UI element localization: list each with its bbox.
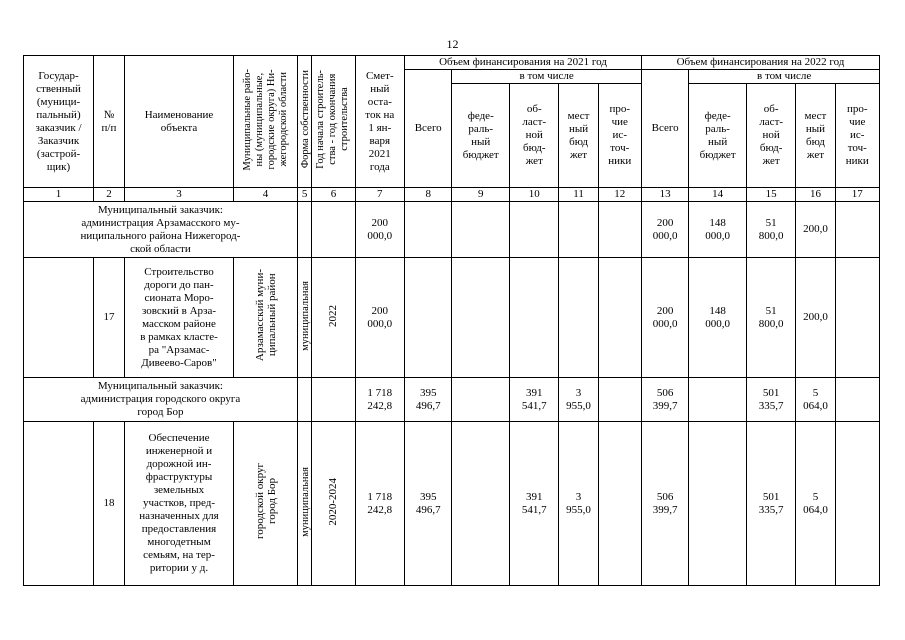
column-number-row bbox=[24, 188, 880, 202]
column-number: 8 bbox=[405, 188, 452, 202]
estimated-balance: 200 000,0 bbox=[355, 202, 404, 258]
column-number: 13 bbox=[641, 188, 688, 202]
total-2021 bbox=[405, 202, 452, 258]
table-cell bbox=[24, 258, 94, 378]
header-other-2021: про- чие ис- точ- ники bbox=[598, 84, 641, 188]
other-2021 bbox=[598, 422, 641, 586]
column-number: 10 bbox=[510, 188, 559, 202]
header-local-2021: мест ный бюд жет bbox=[559, 84, 598, 188]
other-2022 bbox=[835, 422, 879, 586]
regional-2021: 391 541,7 bbox=[510, 378, 559, 422]
local-2021 bbox=[559, 258, 598, 378]
federal-2021 bbox=[452, 422, 510, 586]
other-2022 bbox=[835, 378, 879, 422]
total-2022: 200 000,0 bbox=[641, 258, 688, 378]
other-2021 bbox=[598, 202, 641, 258]
customer-name: Муниципальный заказчик: администрация городского округа город Бор bbox=[24, 378, 298, 422]
page-number: 12 bbox=[446, 37, 459, 51]
regional-2022: 51 800,0 bbox=[746, 202, 795, 258]
row-number: 18 bbox=[94, 422, 125, 586]
column-number: 15 bbox=[746, 188, 795, 202]
header-row-1 bbox=[24, 56, 880, 70]
customer-row bbox=[24, 378, 880, 422]
local-2022: 5 064,0 bbox=[796, 422, 835, 586]
construction-years: 2022 bbox=[327, 304, 340, 327]
header-other-2022: про- чие ис- точ- ники bbox=[835, 84, 879, 188]
column-number: 12 bbox=[598, 188, 641, 202]
header-funding-2022: Объем финансирования на 2022 год bbox=[641, 56, 879, 70]
object-name: Строительство дороги до пан- сионата Моро- зовский в Арза- масском районе в рамках класте- ра "Арзамас- Дивеево-Саров" bbox=[124, 258, 233, 378]
table-cell bbox=[297, 202, 311, 258]
header-years: Год начала строитель- ства - год окончания строительства bbox=[312, 56, 355, 188]
local-2021: 3 955,0 bbox=[559, 422, 598, 586]
federal-2022 bbox=[689, 378, 747, 422]
header-total-2022: Всего bbox=[641, 70, 688, 188]
estimated-balance: 1 718 242,8 bbox=[355, 422, 404, 586]
other-2022 bbox=[835, 258, 879, 378]
federal-2022 bbox=[689, 422, 747, 586]
header-ownership: Форма собственности bbox=[297, 56, 311, 188]
ownership-cell bbox=[297, 422, 311, 586]
customer-row bbox=[24, 202, 880, 258]
table-cell bbox=[297, 378, 311, 422]
district-name: Арзамасский муни- ципальный район bbox=[253, 269, 278, 362]
header-balance: Смет- ный оста- ток на 1 ян- варя 2021 года bbox=[355, 56, 404, 188]
district-name: городской округ город Бор bbox=[253, 463, 278, 540]
district-cell bbox=[234, 258, 298, 378]
table-cell bbox=[312, 202, 355, 258]
estimated-balance: 1 718 242,8 bbox=[355, 378, 404, 422]
total-2022: 506 399,7 bbox=[641, 378, 688, 422]
total-2021: 395 496,7 bbox=[405, 422, 452, 586]
funding-table bbox=[23, 55, 880, 586]
table-cell bbox=[24, 422, 94, 586]
header-including-2022: в том числе bbox=[689, 70, 880, 84]
local-2022: 5 064,0 bbox=[796, 378, 835, 422]
total-2021: 395 496,7 bbox=[405, 378, 452, 422]
header-customer: Государ- ственный (муници- пальный) заказчик / Заказчик (застрой- щик) bbox=[24, 56, 94, 188]
regional-2021 bbox=[510, 258, 559, 378]
years-cell bbox=[312, 258, 355, 378]
total-2022: 200 000,0 bbox=[641, 202, 688, 258]
column-number: 3 bbox=[124, 188, 233, 202]
column-number: 5 bbox=[297, 188, 311, 202]
customer-name: Муниципальный заказчик: администрация Арзамасского му- ниципального района Нижегород- ской области bbox=[24, 202, 298, 258]
object-row bbox=[24, 422, 880, 586]
header-regional-2021: об- ласт- ной бюд- жет bbox=[510, 84, 559, 188]
regional-2022: 501 335,7 bbox=[746, 378, 795, 422]
header-including-2021: в том числе bbox=[452, 70, 642, 84]
column-number: 11 bbox=[559, 188, 598, 202]
row-number: 17 bbox=[94, 258, 125, 378]
column-number: 14 bbox=[689, 188, 747, 202]
federal-2021 bbox=[452, 202, 510, 258]
federal-2021 bbox=[452, 258, 510, 378]
regional-2022: 501 335,7 bbox=[746, 422, 795, 586]
ownership-form: муниципальная bbox=[299, 280, 311, 351]
column-number: 16 bbox=[796, 188, 835, 202]
local-2022: 200,0 bbox=[796, 258, 835, 378]
other-2022 bbox=[835, 202, 879, 258]
ownership-cell bbox=[297, 258, 311, 378]
total-2022: 506 399,7 bbox=[641, 422, 688, 586]
column-number: 17 bbox=[835, 188, 879, 202]
table-cell bbox=[312, 378, 355, 422]
other-2021 bbox=[598, 258, 641, 378]
header-federal-2021: феде- раль- ный бюджет bbox=[452, 84, 510, 188]
ownership-form: муниципальная bbox=[299, 466, 311, 537]
header-object-name: Наименование объекта bbox=[124, 56, 233, 188]
column-number: 1 bbox=[24, 188, 94, 202]
column-number: 7 bbox=[355, 188, 404, 202]
header-federal-2022: феде- раль- ный бюджет bbox=[689, 84, 747, 188]
federal-2022: 148 000,0 bbox=[689, 258, 747, 378]
local-2021: 3 955,0 bbox=[559, 378, 598, 422]
object-name: Обеспечение инженерной и дорожной ин- фраструктуры земельных участков, пред- назначенных для предоставления многодетным семьям, на тер- ритории у д. bbox=[124, 422, 233, 586]
header-local-2022: мест ный бюд жет bbox=[796, 84, 835, 188]
regional-2022: 51 800,0 bbox=[746, 258, 795, 378]
object-row bbox=[24, 258, 880, 378]
regional-2021 bbox=[510, 202, 559, 258]
estimated-balance: 200 000,0 bbox=[355, 258, 404, 378]
regional-2021: 391 541,7 bbox=[510, 422, 559, 586]
column-number: 4 bbox=[234, 188, 298, 202]
column-number: 6 bbox=[312, 188, 355, 202]
federal-2022: 148 000,0 bbox=[689, 202, 747, 258]
column-number: 2 bbox=[94, 188, 125, 202]
column-number: 9 bbox=[452, 188, 510, 202]
federal-2021 bbox=[452, 378, 510, 422]
total-2021 bbox=[405, 258, 452, 378]
header-total-2021: Всего bbox=[405, 70, 452, 188]
other-2021 bbox=[598, 378, 641, 422]
construction-years: 2020-2024 bbox=[327, 477, 340, 526]
header-number: № п/п bbox=[94, 56, 125, 188]
header-regional-2022: об- ласт- ной бюд- жет bbox=[746, 84, 795, 188]
district-cell bbox=[234, 422, 298, 586]
years-cell bbox=[312, 422, 355, 586]
local-2021 bbox=[559, 202, 598, 258]
header-funding-2021: Объем финансирования на 2021 год bbox=[405, 56, 642, 70]
local-2022: 200,0 bbox=[796, 202, 835, 258]
header-district: Муниципальные райо- ны (муниципальные, городские округа) Ни- жегородской области bbox=[234, 56, 298, 188]
